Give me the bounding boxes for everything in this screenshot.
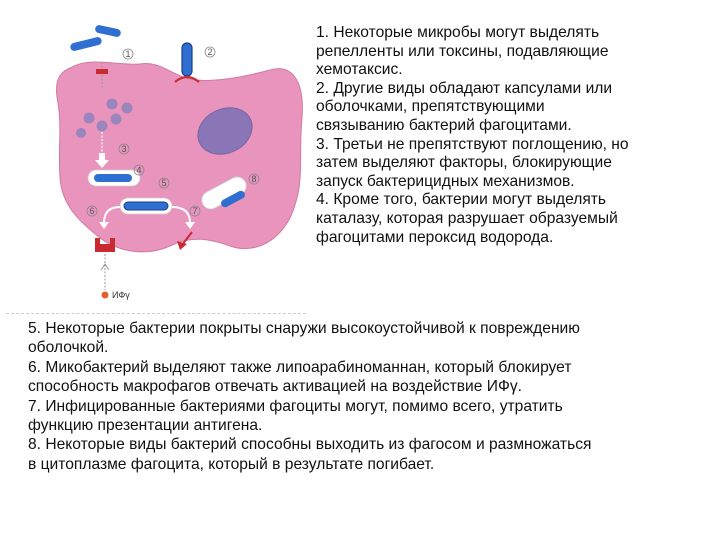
text-line: каталазу, которая разрушает образуемый: [316, 209, 618, 227]
phagocyte-cell: [57, 62, 303, 252]
text-line: 6. Микобактерий выделяют также липоарабиноманнан, который блокирует: [28, 358, 572, 376]
text-line: 5. Некоторые бактерии покрыты снаружи высокоустойчивой к повреждению: [28, 320, 580, 337]
marker-5: 5: [161, 178, 167, 188]
marker-8: 8: [251, 174, 257, 184]
marker-2: 2: [207, 47, 213, 57]
text-line: фагоцитами пероксид водорода.: [316, 228, 554, 246]
text-line: оболочками, препятствующими: [316, 98, 545, 116]
text-line: 2. Другие виды обладают капсулами или: [316, 79, 613, 97]
text-line: затем выделяют факторы, блокирующие: [316, 154, 612, 172]
text-line: 4. Кроме того, бактерии могут выделять: [316, 191, 607, 209]
text-line: репелленты или токсины, подавляющие: [316, 42, 609, 60]
bacterium-5: [124, 202, 168, 210]
text-line: 8. Некоторые виды бактерий способны выходить из фагосом и размножаться: [28, 436, 592, 454]
text-line: 3. Третьи не препятствуют поглощению, но: [316, 135, 629, 153]
bottom-text-block: [28, 319, 708, 474]
marker-3: 3: [121, 144, 127, 154]
text-line: 7. Инфицированные бактериями фагоциты могут, помимо всего, утратить: [28, 397, 563, 415]
bacterium-1a: [94, 24, 121, 37]
capsule-bacterium-2: [182, 43, 192, 76]
text-line: функцию презентации антигена.: [28, 417, 263, 435]
bacterium-1b: [70, 36, 103, 52]
marker-1: 1: [125, 49, 131, 59]
phagocyte-diagram: [40, 8, 310, 308]
receptor-1: [96, 69, 108, 74]
text-line: в цитоплазме фагоцита, который в результате погибает.: [28, 455, 435, 473]
ifn-dot: [102, 292, 109, 299]
bacterium-4: [94, 174, 132, 182]
text-line: оболочкой.: [28, 339, 109, 357]
marker-4: 4: [136, 165, 142, 175]
text-line: связыванию бактерий фагоцитами.: [316, 116, 572, 134]
ifn-label: ИФγ: [112, 290, 130, 300]
text-line: способность макрофагов отвечать активацией на воздействие ИФγ.: [28, 378, 522, 396]
right-text-block: [316, 24, 712, 247]
text-line: хемотаксис.: [316, 61, 403, 79]
marker-6: 6: [89, 206, 95, 216]
marker-7: 7: [192, 206, 198, 216]
text-line: 1. Некоторые микробы могут выделять: [316, 24, 600, 41]
separator: [6, 313, 306, 314]
text-line: запуск бактерицидных механизмов.: [316, 172, 575, 190]
